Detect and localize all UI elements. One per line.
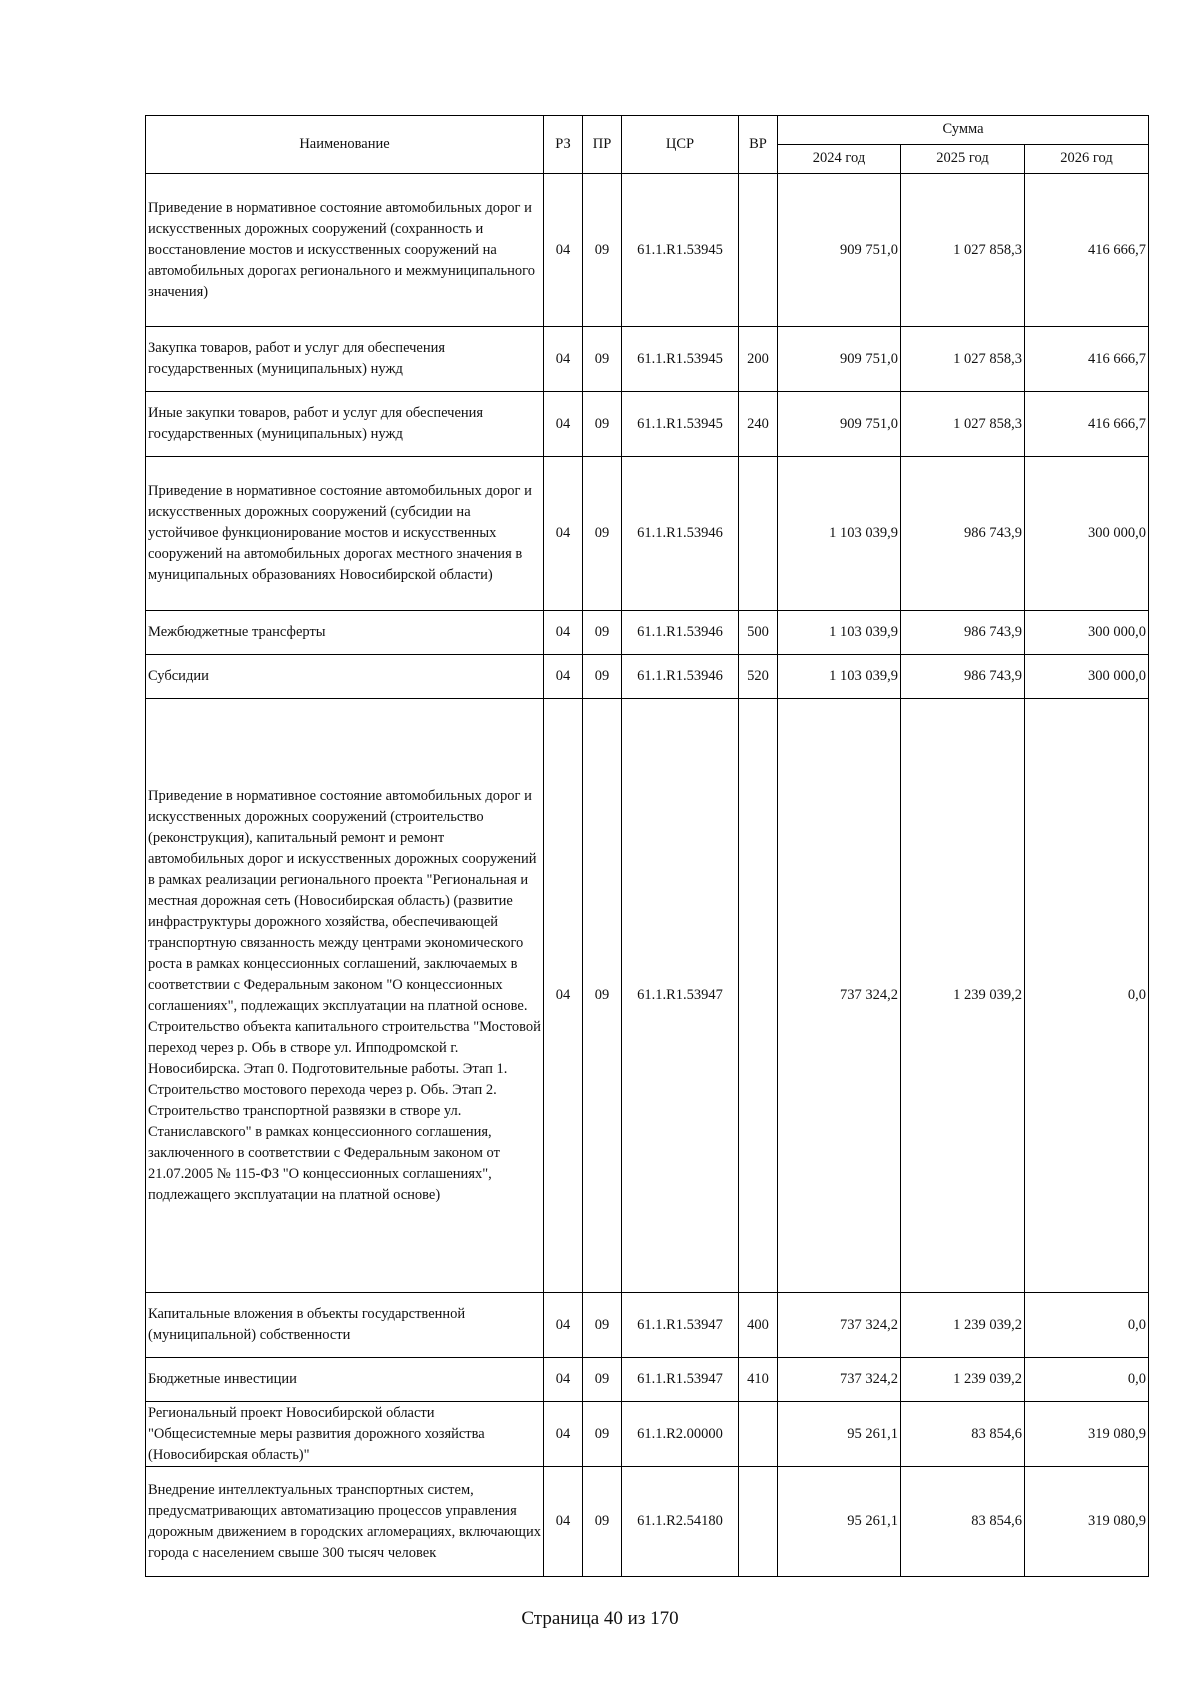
row-rz: 04 <box>544 1467 583 1577</box>
row-rz: 04 <box>544 1402 583 1467</box>
row-amount-2024: 1 103 039,9 <box>778 611 901 655</box>
row-csr: 61.1.R1.53947 <box>622 699 739 1293</box>
row-csr: 61.1.R1.53947 <box>622 1358 739 1402</box>
row-pr: 09 <box>583 655 622 699</box>
row-amount-2024: 1 103 039,9 <box>778 655 901 699</box>
row-amount-2024: 737 324,2 <box>778 1293 901 1358</box>
row-amount-2025: 986 743,9 <box>901 655 1025 699</box>
row-name: Иные закупки товаров, работ и услуг для обеспечения государственных (муниципальных) нужд <box>146 392 544 457</box>
row-amount-2025: 1 027 858,3 <box>901 392 1025 457</box>
table-row <box>146 1467 1149 1577</box>
table-row <box>146 457 1149 611</box>
row-amount-2024: 1 103 039,9 <box>778 457 901 611</box>
row-name: Межбюджетные трансферты <box>146 611 544 655</box>
table-row <box>146 1402 1149 1467</box>
row-vr: 410 <box>739 1358 778 1402</box>
row-amount-2026: 300 000,0 <box>1025 655 1149 699</box>
header-name: Наименование <box>146 116 544 174</box>
row-vr: 400 <box>739 1293 778 1358</box>
row-amount-2026: 319 080,9 <box>1025 1467 1149 1577</box>
table-row <box>146 699 1149 1293</box>
budget-table <box>145 115 1149 1577</box>
row-pr: 09 <box>583 1467 622 1577</box>
row-name: Закупка товаров, работ и услуг для обеспечения государственных (муниципальных) нужд <box>146 327 544 392</box>
row-rz: 04 <box>544 611 583 655</box>
row-pr: 09 <box>583 1358 622 1402</box>
row-amount-2024: 909 751,0 <box>778 327 901 392</box>
row-csr: 61.1.R2.00000 <box>622 1402 739 1467</box>
row-name: Приведение в нормативное состояние автомобильных дорог и искусственных дорожных сооружений (субсидии на устойчивое функционирование мостов и искусственных сооружений на автомобильных дорогах местного значения в муниципальных образованиях Новосибирской области) <box>146 457 544 611</box>
row-amount-2025: 1 239 039,2 <box>901 699 1025 1293</box>
row-amount-2025: 986 743,9 <box>901 611 1025 655</box>
header-vr: ВР <box>739 116 778 174</box>
header-csr: ЦСР <box>622 116 739 174</box>
row-name: Региональный проект Новосибирской области "Общесистемные меры развития дорожного хозяйства (Новосибирская область)" <box>146 1402 544 1467</box>
table-row <box>146 1293 1149 1358</box>
row-rz: 04 <box>544 392 583 457</box>
row-vr <box>739 1402 778 1467</box>
row-amount-2024: 737 324,2 <box>778 1358 901 1402</box>
row-amount-2024: 909 751,0 <box>778 392 901 457</box>
row-amount-2026: 0,0 <box>1025 699 1149 1293</box>
row-csr: 61.1.R1.53946 <box>622 457 739 611</box>
row-vr: 520 <box>739 655 778 699</box>
page-number: Страница 40 из 170 <box>521 1608 679 1629</box>
row-vr <box>739 174 778 327</box>
row-name: Капитальные вложения в объекты государственной (муниципальной) собственности <box>146 1293 544 1358</box>
row-vr: 240 <box>739 392 778 457</box>
row-amount-2026: 0,0 <box>1025 1293 1149 1358</box>
row-name: Субсидии <box>146 655 544 699</box>
row-amount-2025: 1 239 039,2 <box>901 1358 1025 1402</box>
row-amount-2026: 416 666,7 <box>1025 392 1149 457</box>
row-name: Приведение в нормативное состояние автомобильных дорог и искусственных дорожных сооружений (сохранность и восстановление мостов и искусственных сооружений на автомобильных дорогах регионального и межмуниципального значения) <box>146 174 544 327</box>
row-rz: 04 <box>544 655 583 699</box>
row-pr: 09 <box>583 327 622 392</box>
row-pr: 09 <box>583 1293 622 1358</box>
row-pr: 09 <box>583 174 622 327</box>
row-amount-2025: 83 854,6 <box>901 1402 1025 1467</box>
row-name: Бюджетные инвестиции <box>146 1358 544 1402</box>
table-row <box>146 392 1149 457</box>
row-amount-2026: 416 666,7 <box>1025 327 1149 392</box>
row-amount-2024: 737 324,2 <box>778 699 901 1293</box>
row-pr: 09 <box>583 1402 622 1467</box>
row-name: Приведение в нормативное состояние автомобильных дорог и искусственных дорожных сооружений (строительство (реконструкция), капитальный ремонт и ремонт автомобильных дорог и искусственных дорожных сооружений в рамках реализации регионального проекта "Региональная и местная дорожная сеть (Новосибирская область) (развитие инфраструктуры дорожного хозяйства, обеспечивающей транспортную связанность между центрами экономического роста в рамках концессионных соглашений, заключаемых в соответствии с Федеральным законом "О концессионных соглашениях", подлежащих эксплуатации на платной основе. Строительство объекта капитального строительства "Мостовой переход через р. Обь в створе ул. Ипподромской г. Новосибирска. Этап 0. Подготовительные работы. Этап 1. Строительство мостового перехода через р. Обь. Этап 2. Строительство транспортной развязки в створе ул. Станиславского" в рамках концессионного соглашения, заключенного в соответствии с Федеральным законом от 21.07.2005 № 115-ФЗ "О концессионных соглашениях", подлежащего эксплуатации на платной основе) <box>146 699 544 1293</box>
row-vr <box>739 1467 778 1577</box>
row-rz: 04 <box>544 1293 583 1358</box>
header-pr: ПР <box>583 116 622 174</box>
table-body <box>146 174 1149 1577</box>
row-csr: 61.1.R1.53946 <box>622 655 739 699</box>
table-row <box>146 1358 1149 1402</box>
header-2025: 2025 год <box>901 145 1025 174</box>
row-rz: 04 <box>544 699 583 1293</box>
row-rz: 04 <box>544 1358 583 1402</box>
row-amount-2025: 83 854,6 <box>901 1467 1025 1577</box>
row-vr: 200 <box>739 327 778 392</box>
row-vr <box>739 699 778 1293</box>
row-amount-2026: 300 000,0 <box>1025 611 1149 655</box>
row-rz: 04 <box>544 327 583 392</box>
row-amount-2024: 909 751,0 <box>778 174 901 327</box>
row-amount-2026: 300 000,0 <box>1025 457 1149 611</box>
row-csr: 61.1.R2.54180 <box>622 1467 739 1577</box>
row-amount-2026: 416 666,7 <box>1025 174 1149 327</box>
header-sum: Сумма <box>778 116 1149 145</box>
row-amount-2025: 1 027 858,3 <box>901 327 1025 392</box>
table-row <box>146 655 1149 699</box>
row-amount-2026: 0,0 <box>1025 1358 1149 1402</box>
header-2026: 2026 год <box>1025 145 1149 174</box>
row-vr: 500 <box>739 611 778 655</box>
row-csr: 61.1.R1.53947 <box>622 1293 739 1358</box>
row-name: Внедрение интеллектуальных транспортных систем, предусматривающих автоматизацию процессов управления дорожным движением в городских агломерациях, включающих города с населением свыше 300 тысяч человек <box>146 1467 544 1577</box>
table-row <box>146 174 1149 327</box>
row-amount-2024: 95 261,1 <box>778 1467 901 1577</box>
header-rz: РЗ <box>544 116 583 174</box>
row-amount-2025: 1 239 039,2 <box>901 1293 1025 1358</box>
row-pr: 09 <box>583 611 622 655</box>
row-amount-2025: 1 027 858,3 <box>901 174 1025 327</box>
row-rz: 04 <box>544 174 583 327</box>
row-csr: 61.1.R1.53945 <box>622 392 739 457</box>
row-pr: 09 <box>583 699 622 1293</box>
row-csr: 61.1.R1.53945 <box>622 174 739 327</box>
table-row <box>146 611 1149 655</box>
table-row <box>146 327 1149 392</box>
row-csr: 61.1.R1.53946 <box>622 611 739 655</box>
header-2024: 2024 год <box>778 145 901 174</box>
row-amount-2024: 95 261,1 <box>778 1402 901 1467</box>
row-pr: 09 <box>583 392 622 457</box>
row-vr <box>739 457 778 611</box>
row-pr: 09 <box>583 457 622 611</box>
row-amount-2025: 986 743,9 <box>901 457 1025 611</box>
row-csr: 61.1.R1.53945 <box>622 327 739 392</box>
row-amount-2026: 319 080,9 <box>1025 1402 1149 1467</box>
row-rz: 04 <box>544 457 583 611</box>
